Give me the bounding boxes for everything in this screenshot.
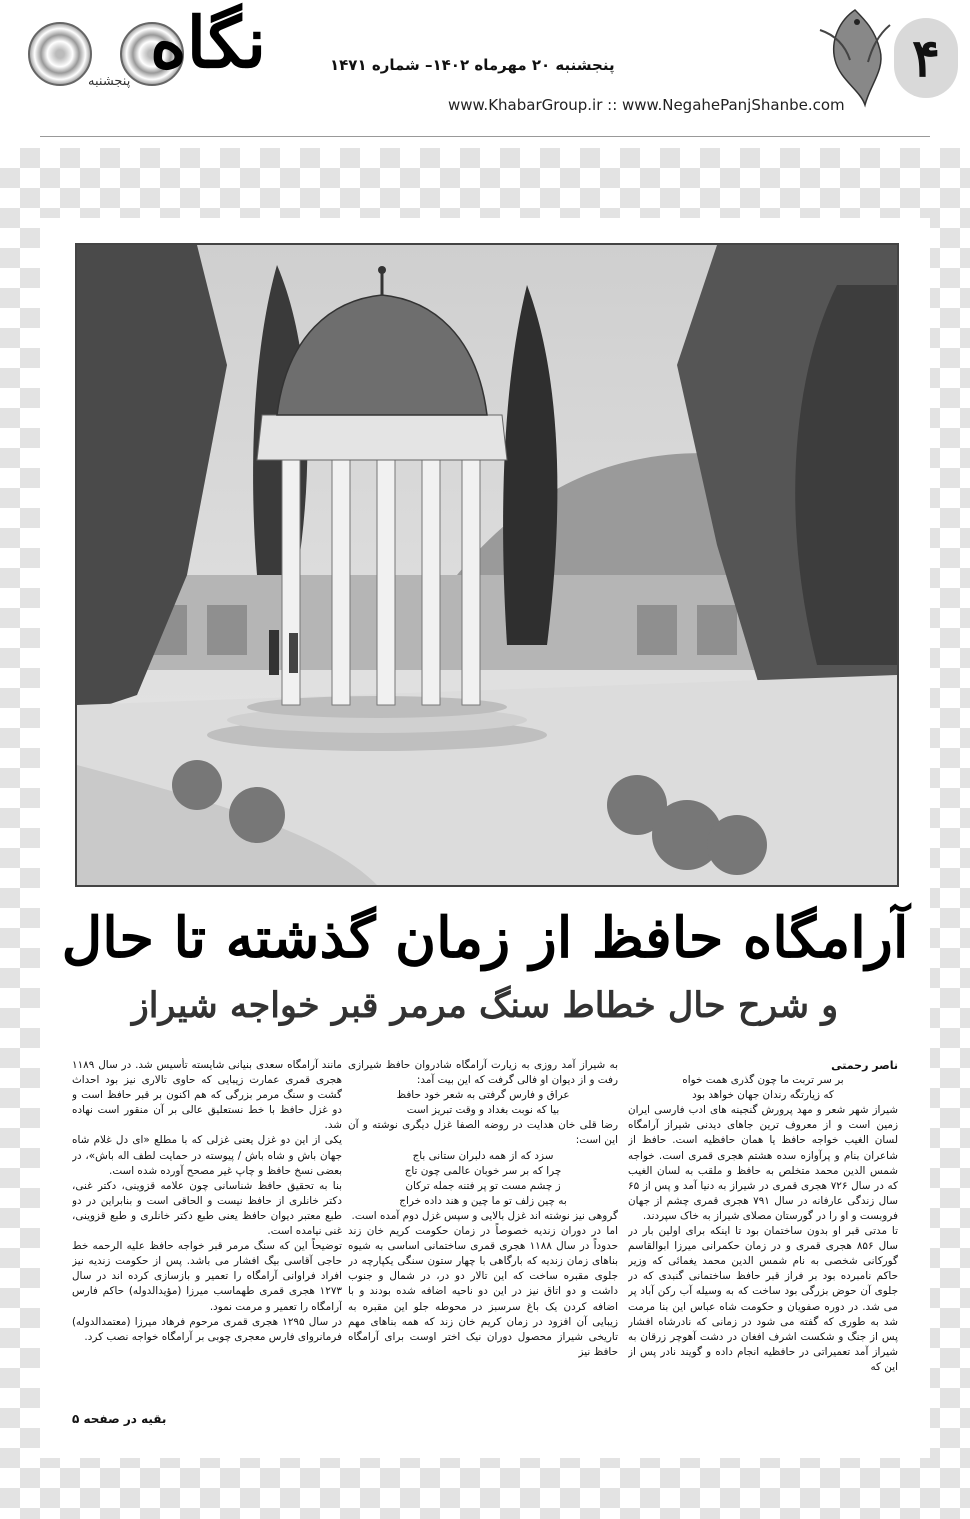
verse-line: عراق و فارس گرفتی به شعر خود حافظ xyxy=(396,1089,570,1102)
paragraph: بنا به تحقیق حافظ شناسانی چون علامه قزوینی، دکتر غنی، دکتر خانلری از حافظ نیست و الحاقی است و بنابراین در دو طبع معتبر دیوان حافظ یعنی طبع دکتر خانلری و طبع قزوینی، غنی نیامده است. xyxy=(72,1179,342,1238)
left-ornament-icon xyxy=(28,22,92,86)
paragraph: مانند آرامگاه سعدی بنیانی شایسته تأسیس شد. در سال ۱۱۸۹ هجری قمری عمارت زیبایی که حاوی تالاری نیز بود احداث گشت و سنگ مرمر بزرگی که هم اکنون بر قبر حافظ است و دو غزل حافظ با خط نستعلیق عالی بر آن منقور است نهاده شد. xyxy=(72,1059,342,1132)
issue-date-line: پنجشنبه ۲۰ مهرماه ۱۴۰۲– شماره ۱۴۷۱ xyxy=(330,56,615,74)
paragraph: به شیراز آمد روزی به زیارت آرامگاه شادروان حافظ شیرازی رفت و از دیوان او فالی گرفت که این بیت آمد: xyxy=(348,1059,618,1087)
verse-line: بیا که نوبت بغداد و وقت تبریز است xyxy=(406,1104,560,1117)
author-byline: ناصر رحمتی xyxy=(831,1059,898,1072)
hafez-tomb-photo xyxy=(75,243,899,887)
phoenix-icon xyxy=(810,0,900,110)
verse-line: سزد که از همه دلبران ستانی باج xyxy=(412,1149,554,1162)
paragraph: یکی از این دو غزل یعنی غزلی که با مطلع «ای دل غلام شاه جهان باش و شاه باش / پیوسته در حمایت لطف اله باش»، در بعضی نسخ حافظ و چاپ غیر مصحح آورده شده است. xyxy=(72,1134,342,1177)
verse-line: چرا که بر سر خوبان عالمی چون تاج xyxy=(404,1164,562,1177)
photo-illustration xyxy=(77,245,897,885)
paragraph: رضا قلی خان هدایت در روضه الصفا غزل دیگری نوشته و آن این است: xyxy=(348,1119,618,1147)
newspaper-logo: نگاه xyxy=(150,1,267,84)
paragraph: اما در دوران زندیه خصوصاً در زمان حکومت کریم خان زند حدوداً در سال ۱۱۸۸ هجری قمری ساختمانی اساسی به شیوه بناهای زمان زندیه که بارگاهی با چهار ستون سنگی یکپارچه در جلوی مقبره ساخت که این تالار دو در، در شمال و جنوب داشت و دو اتاق نیز در این دو ناحیه اضافه شده بودند و با اضافه کردن یک باغ سرسبز در محوطه جلو این مقبره به زیبایی آن افزود در زمان کریم خان زند که همه بناهای مهم تاریخی شیراز محصول دوران نیک اختر اوست برای آرامگاه حافظ نیز xyxy=(348,1225,618,1358)
paragraph: گروهی نیز نوشته اند غزل بالایی و سپس غزل دوم آمده است. xyxy=(351,1209,618,1222)
page-number-badge: ۴ xyxy=(894,18,958,98)
body-column-right xyxy=(628,1058,898,1438)
logo-subtitle: پنجشنبه xyxy=(88,74,131,89)
verse-line: به چین زلف تو ما چین و هند داده خراج xyxy=(399,1194,567,1207)
verse-line: ز چشم مست تو پر فتنه جمله ترکان xyxy=(405,1179,561,1192)
header-divider xyxy=(40,136,930,137)
continued-on-page: بقیه در صفحه ۵ xyxy=(72,1412,167,1426)
paragraph: شیراز شهر شعر و مهد پرورش گنجینه های ادب فارسی ایران زمین است و از معروف ترین جاهای دیدنی شیراز آرامگاه لسان الغیب خواجه حافظ یا همان حافظیه است. حافظ از شاعران بنام و پرآوازه سده هشتم هجری قمری است. خواجه شمس الدین محمد متخلص به حافظ و ملقب به لسان الغیب که در سال ۷۲۶ هجری قمری در شیراز به دنیا آمد و پس از ۶۵ سال زندگی عارفانه در سال ۷۹۱ هجری قمری چشم از جهان فروبست و او را در گورستان مصلای شیراز به خاک سپردند. xyxy=(628,1104,898,1222)
website-urls: www.KhabarGroup.ir :: www.NegahePanjShanbe.com xyxy=(448,96,845,114)
article-headline: آرامگاه حافظ از زمان گذشته تا حال xyxy=(61,905,909,971)
verse-line: بر سر تربت ما چون گذری همت خواه xyxy=(682,1074,844,1087)
masthead xyxy=(0,0,970,148)
paragraph: در سال ۱۲۹۵ هجری قمری مرحوم فرهاد میرزا (معتمدالدوله) فرمانروای فارس معجری چوبی بر آرامگاه خواجه نصب کرد. xyxy=(72,1315,342,1343)
paragraph: تا مدتی قبر او بدون ساختمان بود تا اینکه برای اولین بار در سال ۸۵۶ هجری قمری و در زمان حکمرانی میرزا ابوالقاسم گورکانی شخصی به نام شمس الدین محمد یغمائی که وزیر حاکم نامبرده بود بر فراز قبر حافظ ساختمانی گنبدی که در جلوی آن حوض بزرگی بود ساخت که به وسیله آب رکن آباد پر می شد. در دوره صفویان و حکومت شاه عباس این بنا مرمت شد به طوری که گفته می شود در زمانی که نادرشاه افشار پس از جنگ و شکست اشرف افغان در دشت آهوچر زرقان به شیراز آمد تعمیراتی در حافظیه انجام داده و گویند نادر پس از این که xyxy=(628,1225,898,1373)
verse-line: که زیارتگه رندان جهان خواهد بود xyxy=(692,1089,834,1102)
article-subheadline: و شرح حال خطاط سنگ مرمر قبر خواجه شیراز xyxy=(131,985,839,1026)
paragraph: توضیحاً این که سنگ مرمر قبر خواجه حافظ علیه الرحمه خط حاجی آقاسی بیگ افشار می باشد. پس از حکومت زندیه نیز افراد فراوانی آرامگاه را تعمیر و بازسازی کرده اند در سال ۱۲۷۳ هجری قمری طهماسب میرزا (مؤیدالدوله) حاکم فارس آرامگاه را تعمیر و مرمت نمود. xyxy=(72,1240,342,1313)
body-column-middle xyxy=(348,1058,618,1438)
body-column-left xyxy=(72,1058,342,1408)
